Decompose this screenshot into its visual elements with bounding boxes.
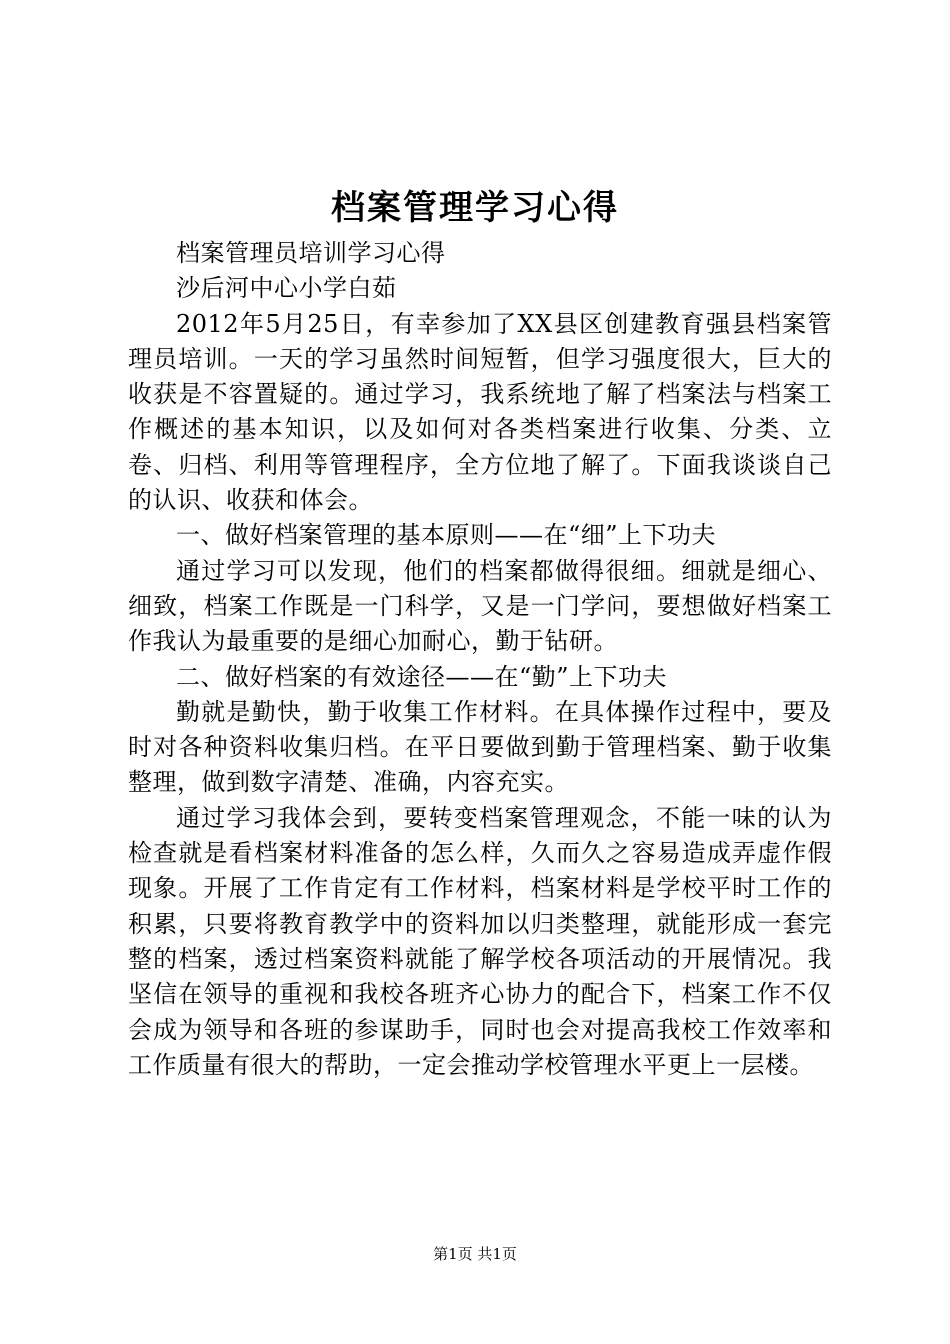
page-footer: 第1页 共1页 <box>433 1245 517 1263</box>
document-body <box>128 236 832 1083</box>
section-2-paragraph: 勤就是勤快，勤于收集工作材料。在具体操作过程中，要及时对各种资料收集归档。在平日要做到勤于管理档案、勤于收集整理，做到数字清楚、准确，内容充实。 <box>128 697 832 797</box>
intro-paragraph: 2012年5月25日，有幸参加了XX县区创建教育强县档案管理员培训。一天的学习虽然时间短暂，但学习强度很大，巨大的收获是不容置疑的。通过学习，我系统地了解了档案法与档案工作概述的基本知识，以及如何对各类档案进行收集、分类、立卷、归档、利用等管理程序，全方位地了解了。下面我谈谈自己的认识、收获和体会。 <box>128 309 832 515</box>
conclusion-paragraph: 通过学习我体会到，要转变档案管理观念，不能一味的认为检查就是看档案材料准备的怎么样，久而久之容易造成弄虚作假现象。开展了工作肯定有工作材料，档案材料是学校平时工作的积累，只要将教育教学中的资料加以归类整理，就能形成一套完整的档案，透过档案资料就能了解学校各项活动的开展情况。我坚信在领导的重视和我校各班齐心协力的配合下，档案工作不仅会成为领导和各班的参谋助手，同时也会对提高我校工作效率和工作质量有很大的帮助，一定会推动学校管理水平更上一层楼。 <box>128 803 832 1079</box>
section-heading-2: 二、做好档案的有效途径——在“勤”上下功夫 <box>176 662 668 691</box>
section-heading-1: 一、做好档案管理的基本原则——在“细”上下功夫 <box>176 521 717 550</box>
section-1-paragraph: 通过学习可以发现，他们的档案都做得很细。细就是细心、细致，档案工作既是一门科学，又是一门学问，要想做好档案工作我认为最重要的是细心加耐心，勤于钻研。 <box>128 556 832 656</box>
subtitle-paragraph: 档案管理员培训学习心得 <box>176 239 446 267</box>
document-title: 档案管理学习心得 <box>331 188 619 228</box>
author-paragraph: 沙后河中心小学白茹 <box>176 274 397 303</box>
